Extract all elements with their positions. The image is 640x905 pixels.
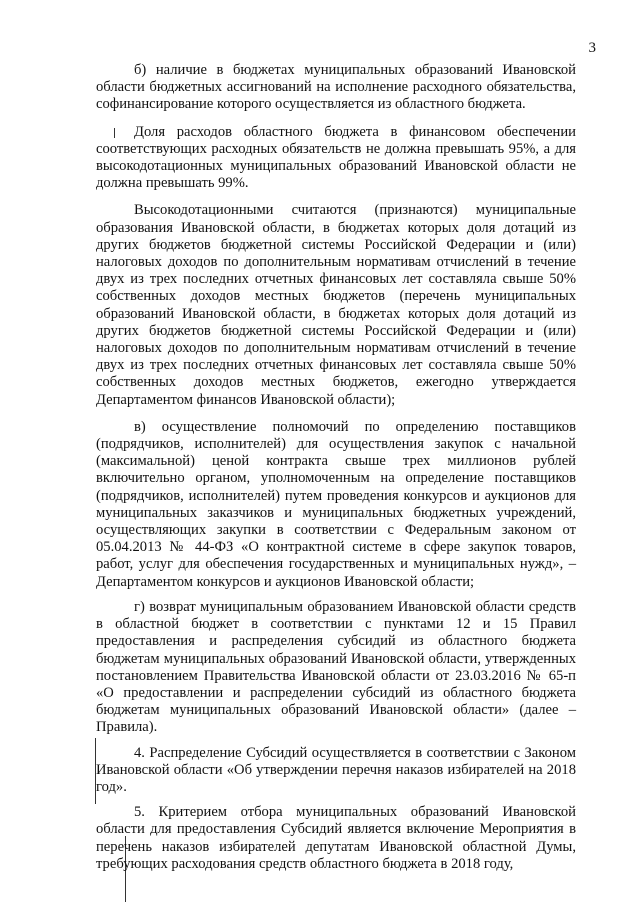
paragraph: в) осуществление полномочий по определению поставщиков (подрядчиков, исполнителей) для осуществления закупок с начальной (максимальной) ценой контракта свыше трех миллионов рублей включительно органом, уполномоченным на определение поставщиков (подрядчиков, исполнителей) путем проведения конкурсов и аукционов для муниципальных заказчиков и муниципальных бюджетных учреждений, осуществляющих закупки в соответствии с Федеральным законом от 05.04.2013 № 44-ФЗ «О контрактной системе в сфере закупок товаров, работ, услуг для обеспечения государственных и муниципальных нужд», – Департаментом конкурсов и аукционов Ивановской области; [96, 418, 576, 590]
paragraph: г) возврат муниципальным образованием Ивановской области средств в областной бюджет в соответствии с пунктами 12 и 15 Правил предоставления и распределения субсидий из областного бюджета бюджетам муниципальных образований Ивановской области, утвержденных постановлением Правительства Ивановской области от 23.03.2016 № 65-п «О предоставлении и распределении субсидий из областного бюджета бюджетам муниципальных образований Ивановской области» (далее – Правила). [96, 598, 576, 736]
paragraph: 4. Распределение Субсидий осуществляется в соответствии с Законом Ивановской области «Об утверждении перечня наказов избирателей на 2018 год». [96, 744, 576, 795]
page-number: 3 [588, 40, 596, 56]
paragraph: Высокодотационными считаются (признаются) муниципальные образования Ивановской области, в бюджетах которых доля дотаций из других бюджетов бюджетной системы Российской Федерации и (или) налоговых доходов по дополнительным нормативам отчислений в течение двух из трех последних отчетных финансовых лет составляла свыше 50% собственных доходов местных бюджетов (перечень муниципальных образований Ивановской области, в бюджетах которых доля дотаций из других бюджетов бюджетной системы Российской Федерации и (или) налоговых доходов по дополнительным нормативам отчислений в течение двух из трех последних отчетных финансовых лет составляла свыше 50% собственных доходов местных бюджетов, ежегодно утверждается Департаментом финансов Ивановской области); [96, 202, 576, 408]
paragraph: 5. Критерием отбора муниципальных образований Ивановской области для предоставления Субсидий является включение Мероприятия в перечень наказов избирателей депутатам Ивановской областной Думы, требующих расходования средств областного бюджета в 2018 году, [96, 804, 576, 872]
paragraph: б) наличие в бюджетах муниципальных образований Ивановской области бюджетных ассигнований на исполнение расходного обязательства, софинансирование которого осуществляется из областного бюджета. [96, 62, 576, 113]
paragraph: Доля расходов областного бюджета в финансовом обеспечении соответствующих расходных обязательств не должна превышать 95%, а для высокодотационных муниципальных образований Ивановской области не должна превышать 99%. [96, 123, 576, 192]
document-body [96, 62, 576, 881]
